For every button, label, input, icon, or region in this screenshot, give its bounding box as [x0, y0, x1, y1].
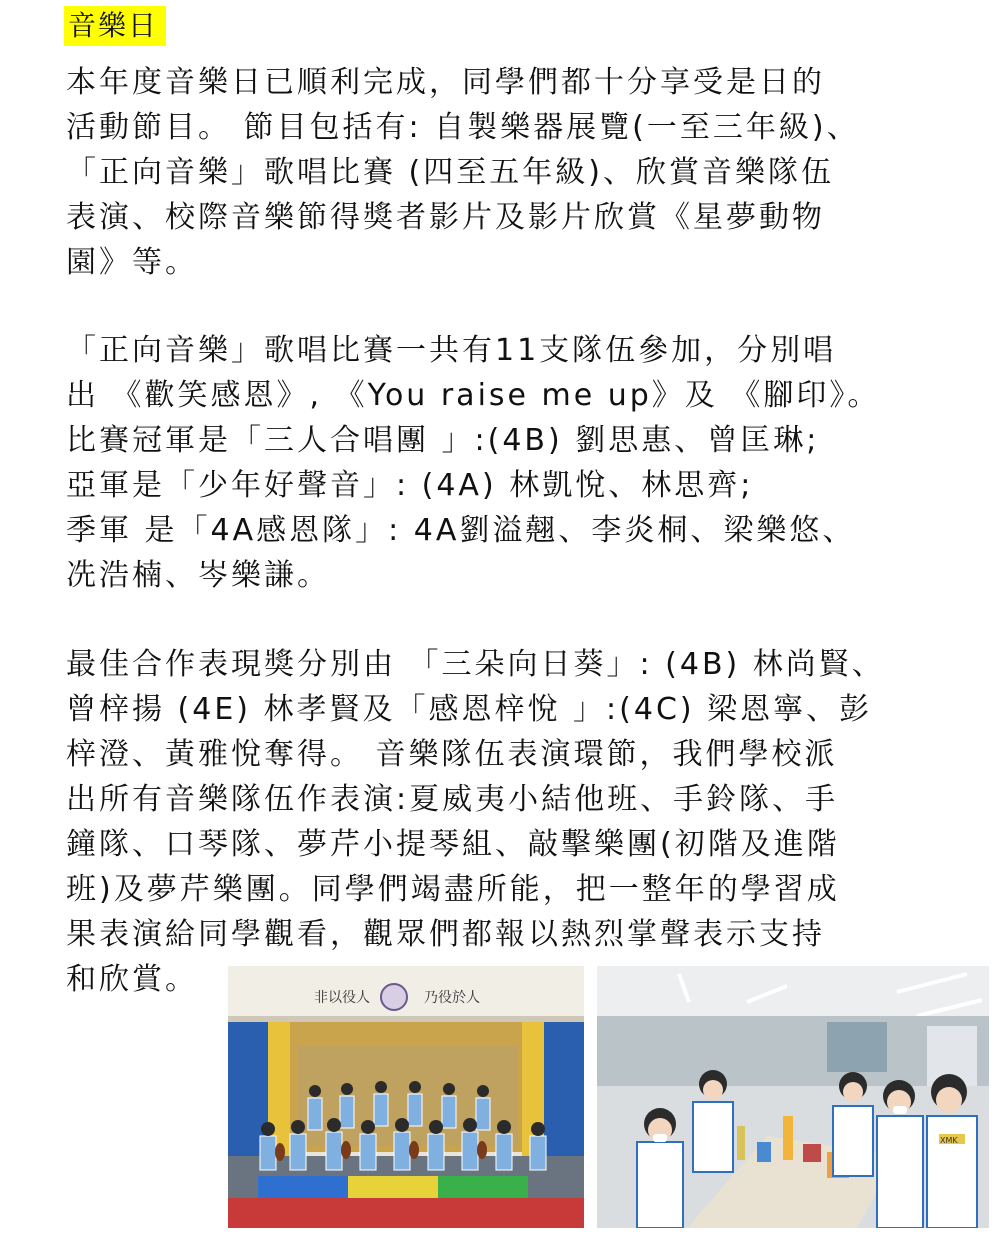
text-line: 表演、校際音樂節得獎者影片及影片欣賞《星夢動物 [66, 200, 825, 235]
text-line: 最佳合作表現獎分別由 「三朵向日葵」: (4B) 林尚賢、 [66, 647, 885, 682]
text-line: 活動節目。 節目包括有: 自製樂器展覽(一至三年級)、 [66, 110, 860, 145]
photo-homemade-instruments [597, 966, 989, 1228]
school-crest-icon [381, 984, 407, 1010]
text-line: 「正向音樂」歌唱比賽一共有11支隊伍參加，分別唱 [66, 333, 837, 368]
text-line: 鐘隊、口琴隊、夢芹小提琴組、敲擊樂團(初階及進階 [66, 827, 840, 862]
paragraph-singing-contest [66, 328, 880, 598]
text-line: 出 《歡笑感恩》, 《You raise me up》及 《腳印》。 [66, 378, 881, 413]
text-line: 比賽冠軍是「三人合唱團 」:(4B) 劉思惠、曾匡琳; [66, 423, 820, 458]
text-line: 梓澄、黃雅悅奪得。 音樂隊伍表演環節，我們學校派 [66, 737, 838, 772]
page-heading: 音樂日 [64, 6, 166, 46]
photo-classroom-illustration [597, 966, 989, 1228]
photo-orchestra-illustration [228, 966, 584, 1228]
text-line: 冼浩楠、岑樂謙。 [66, 558, 330, 593]
badge-text: XMK [940, 1136, 958, 1145]
text-line: 季軍 是「4A感恩隊」: 4A劉溢翹、李炎桐、梁樂悠、 [66, 513, 856, 548]
text-line: 「正向音樂」歌唱比賽 (四至五年級)、欣賞音樂隊伍 [66, 155, 834, 190]
text-line: 本年度音樂日已順利完成，同學們都十分享受是日的 [66, 65, 825, 100]
text-line: 和欣賞。 [66, 962, 198, 997]
banner-text-right: 乃役於人 [424, 990, 480, 1006]
text-line: 園》等。 [66, 245, 198, 280]
text-line: 班)及夢芹樂團。同學們竭盡所能，把一整年的學習成 [66, 872, 840, 907]
paragraph-cooperation-award [66, 642, 885, 1002]
photo-orchestra-performance [228, 966, 584, 1228]
banner-text-left: 非以役人 [314, 990, 370, 1006]
text-line: 曾梓揚 (4E) 林孝賢及「感恩梓悅 」:(4C) 梁恩寧、彭 [66, 692, 873, 727]
text-line: 出所有音樂隊伍作表演:夏威夷小結他班、手鈴隊、手 [66, 782, 839, 817]
paragraph-music-day-summary [66, 60, 860, 285]
text-line: 果表演給同學觀看，觀眾們都報以熱烈掌聲表示支持 [66, 917, 825, 952]
text-line: 亞軍是「少年好聲音」: (4A) 林凱悅、林思齊; [66, 468, 754, 503]
